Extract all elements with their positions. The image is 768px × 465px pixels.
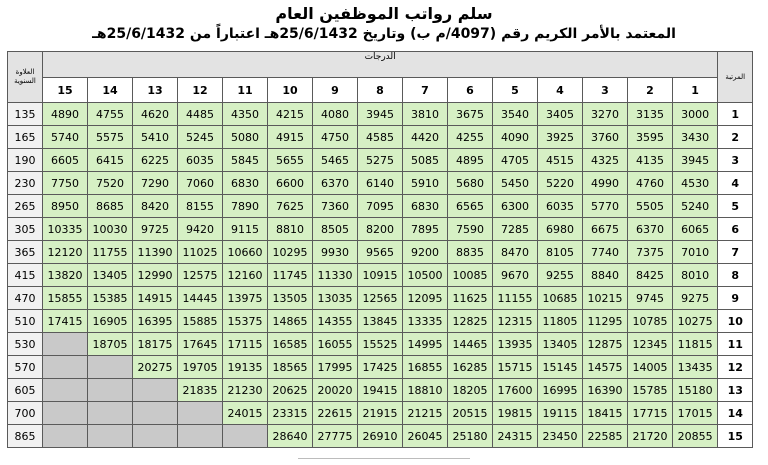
salary-cell: 17600 [493, 379, 538, 402]
salary-cell: 12825 [448, 310, 493, 333]
salary-cell: 6225 [133, 149, 178, 172]
salary-cell: 8425 [628, 264, 673, 287]
salary-cell: 4080 [313, 103, 358, 126]
degree-column-header: 8 [358, 78, 403, 103]
table-row [8, 379, 753, 402]
degree-column-header: 3 [583, 78, 628, 103]
salary-cell: 5465 [313, 149, 358, 172]
salary-cell: 7285 [493, 218, 538, 241]
salary-cell: 21215 [403, 402, 448, 425]
salary-cell: 12160 [223, 264, 268, 287]
salary-cell: 7750 [43, 172, 88, 195]
degree-column-header: 2 [628, 78, 673, 103]
annual-bonus-cell: 365 [8, 241, 43, 264]
salary-cell: 12575 [178, 264, 223, 287]
salary-cell: 8810 [268, 218, 313, 241]
salary-cell: 3595 [628, 126, 673, 149]
salary-cell: 5080 [223, 126, 268, 149]
salary-cell: 13820 [43, 264, 88, 287]
salary-cell: 4255 [448, 126, 493, 149]
salary-cell: 7520 [88, 172, 133, 195]
salary-cell: 9200 [403, 241, 448, 264]
salary-cell: 3760 [583, 126, 628, 149]
salary-cell: 9745 [628, 287, 673, 310]
table-row [8, 356, 753, 379]
salary-cell: 7895 [403, 218, 448, 241]
table-row [8, 218, 753, 241]
salary-cell: 5450 [493, 172, 538, 195]
salary-cell: 5845 [223, 149, 268, 172]
salary-cell: 4760 [628, 172, 673, 195]
salary-cell: 12315 [493, 310, 538, 333]
salary-cell: 11155 [493, 287, 538, 310]
salary-cell: 17115 [223, 333, 268, 356]
salary-cell: 8155 [178, 195, 223, 218]
salary-cell: 26910 [358, 425, 403, 448]
table-row [8, 172, 753, 195]
salary-cell: 6830 [403, 195, 448, 218]
empty-cell [43, 402, 88, 425]
salary-cell: 8470 [493, 241, 538, 264]
empty-cell [88, 402, 133, 425]
salary-cell: 4215 [268, 103, 313, 126]
salary-cell: 13975 [223, 287, 268, 310]
annual-bonus-cell: 700 [8, 402, 43, 425]
salary-cell: 13035 [313, 287, 358, 310]
rank-cell: 13 [718, 379, 753, 402]
salary-cell: 6140 [358, 172, 403, 195]
salary-cell: 26045 [403, 425, 448, 448]
rank-cell: 8 [718, 264, 753, 287]
salary-cell: 19135 [223, 356, 268, 379]
salary-cell: 24015 [223, 402, 268, 425]
salary-cell: 21835 [178, 379, 223, 402]
rank-cell: 10 [718, 310, 753, 333]
salary-cell: 24315 [493, 425, 538, 448]
salary-cell: 19115 [538, 402, 583, 425]
salary-cell: 10295 [268, 241, 313, 264]
table-row [8, 149, 753, 172]
salary-scale-table [7, 51, 753, 448]
salary-cell: 6830 [223, 172, 268, 195]
table-row [8, 264, 753, 287]
salary-cell: 12095 [403, 287, 448, 310]
salary-cell: 4750 [313, 126, 358, 149]
salary-cell: 20625 [268, 379, 313, 402]
salary-cell: 20515 [448, 402, 493, 425]
salary-cell: 15785 [628, 379, 673, 402]
salary-cell: 17645 [178, 333, 223, 356]
salary-cell: 7890 [223, 195, 268, 218]
salary-cell: 12120 [43, 241, 88, 264]
rank-cell: 15 [718, 425, 753, 448]
salary-cell: 8420 [133, 195, 178, 218]
salary-cell: 15525 [358, 333, 403, 356]
salary-cell: 11330 [313, 264, 358, 287]
page-subtitle: المعتمد بالأمر الكريم رقم (4097/م ب) وتاريخ 25/6/1432هـ اعتباراً من 25/6/1432هـ [92, 26, 676, 42]
salary-cell: 10785 [628, 310, 673, 333]
salary-cell: 6415 [88, 149, 133, 172]
salary-cell: 23315 [268, 402, 313, 425]
salary-cell: 5740 [43, 126, 88, 149]
salary-cell: 5245 [178, 126, 223, 149]
salary-cell: 3405 [538, 103, 583, 126]
salary-cell: 17015 [673, 402, 718, 425]
annual-bonus-cell: 265 [8, 195, 43, 218]
salary-cell: 11805 [538, 310, 583, 333]
empty-cell [178, 425, 223, 448]
salary-cell: 19415 [358, 379, 403, 402]
annual-bonus-header: العلاوة السنوية [8, 52, 43, 103]
salary-cell: 6035 [178, 149, 223, 172]
salary-cell: 10660 [223, 241, 268, 264]
annual-bonus-cell: 530 [8, 333, 43, 356]
salary-cell: 13435 [673, 356, 718, 379]
salary-cell: 10030 [88, 218, 133, 241]
salary-cell: 3135 [628, 103, 673, 126]
annual-bonus-cell: 190 [8, 149, 43, 172]
salary-cell: 12565 [358, 287, 403, 310]
salary-cell: 7010 [673, 241, 718, 264]
empty-cell [178, 402, 223, 425]
salary-cell: 7360 [313, 195, 358, 218]
salary-cell: 9565 [358, 241, 403, 264]
page-title: سلم رواتب الموظفين العام [275, 4, 493, 23]
salary-cell: 16285 [448, 356, 493, 379]
salary-cell: 7740 [583, 241, 628, 264]
annual-bonus-cell: 415 [8, 264, 43, 287]
degree-column-header: 6 [448, 78, 493, 103]
degree-column-header: 5 [493, 78, 538, 103]
salary-cell: 17715 [628, 402, 673, 425]
salary-cell: 4890 [43, 103, 88, 126]
salary-cell: 4705 [493, 149, 538, 172]
salary-cell: 8105 [538, 241, 583, 264]
salary-cell: 6035 [538, 195, 583, 218]
annual-bonus-cell: 570 [8, 356, 43, 379]
salary-cell: 9930 [313, 241, 358, 264]
salary-cell: 4620 [133, 103, 178, 126]
rank-header: المرتبة [718, 52, 753, 103]
empty-cell [223, 425, 268, 448]
salary-cell: 15145 [538, 356, 583, 379]
salary-cell: 16055 [313, 333, 358, 356]
salary-cell: 5910 [403, 172, 448, 195]
salary-cell: 7590 [448, 218, 493, 241]
annual-bonus-cell: 605 [8, 379, 43, 402]
salary-cell: 14865 [268, 310, 313, 333]
degree-column-header: 9 [313, 78, 358, 103]
empty-cell [43, 333, 88, 356]
degree-columns-row [8, 78, 753, 103]
salary-cell: 4325 [583, 149, 628, 172]
salary-cell: 7625 [268, 195, 313, 218]
salary-cell: 16855 [403, 356, 448, 379]
salary-cell: 3000 [673, 103, 718, 126]
salary-cell: 16395 [133, 310, 178, 333]
salary-cell: 11745 [268, 264, 313, 287]
salary-cell: 6605 [43, 149, 88, 172]
salary-cell: 14465 [448, 333, 493, 356]
rank-cell: 12 [718, 356, 753, 379]
salary-cell: 14915 [133, 287, 178, 310]
salary-cell: 6565 [448, 195, 493, 218]
grades-header: الدرجات [43, 52, 718, 78]
salary-cell: 15180 [673, 379, 718, 402]
salary-cell: 27775 [313, 425, 358, 448]
salary-cell: 20275 [133, 356, 178, 379]
salary-cell: 14355 [313, 310, 358, 333]
salary-cell: 4990 [583, 172, 628, 195]
salary-cell: 15375 [223, 310, 268, 333]
salary-table-body [8, 52, 753, 448]
salary-cell: 8950 [43, 195, 88, 218]
annual-bonus-cell: 865 [8, 425, 43, 448]
salary-cell: 8835 [448, 241, 493, 264]
salary-cell: 7095 [358, 195, 403, 218]
salary-cell: 6980 [538, 218, 583, 241]
salary-cell: 16995 [538, 379, 583, 402]
salary-cell: 5085 [403, 149, 448, 172]
degree-column-header: 12 [178, 78, 223, 103]
empty-cell [43, 356, 88, 379]
empty-cell [43, 379, 88, 402]
salary-cell: 7060 [178, 172, 223, 195]
salary-cell: 14995 [403, 333, 448, 356]
salary-cell: 20855 [673, 425, 718, 448]
salary-cell: 8685 [88, 195, 133, 218]
salary-cell: 3540 [493, 103, 538, 126]
empty-cell [88, 425, 133, 448]
salary-cell: 16585 [268, 333, 313, 356]
salary-cell: 6675 [583, 218, 628, 241]
salary-cell: 3430 [673, 126, 718, 149]
annual-bonus-cell: 135 [8, 103, 43, 126]
annual-bonus-cell: 510 [8, 310, 43, 333]
salary-cell: 13935 [493, 333, 538, 356]
salary-cell: 3945 [358, 103, 403, 126]
rank-cell: 1 [718, 103, 753, 126]
salary-cell: 10685 [538, 287, 583, 310]
empty-cell [88, 356, 133, 379]
salary-cell: 4585 [358, 126, 403, 149]
salary-cell: 10085 [448, 264, 493, 287]
salary-cell: 21915 [358, 402, 403, 425]
salary-cell: 10275 [673, 310, 718, 333]
salary-cell: 3925 [538, 126, 583, 149]
salary-cell: 13505 [268, 287, 313, 310]
salary-cell: 13845 [358, 310, 403, 333]
salary-cell: 11025 [178, 241, 223, 264]
salary-cell: 19815 [493, 402, 538, 425]
empty-cell [43, 425, 88, 448]
salary-cell: 21230 [223, 379, 268, 402]
salary-cell: 25180 [448, 425, 493, 448]
salary-cell: 11625 [448, 287, 493, 310]
salary-cell: 5505 [628, 195, 673, 218]
salary-cell: 10915 [358, 264, 403, 287]
salary-cell: 18415 [583, 402, 628, 425]
salary-cell: 9115 [223, 218, 268, 241]
salary-cell: 5680 [448, 172, 493, 195]
empty-cell [133, 425, 178, 448]
annual-bonus-cell: 305 [8, 218, 43, 241]
salary-cell: 6370 [628, 218, 673, 241]
salary-cell: 18175 [133, 333, 178, 356]
salary-cell: 14445 [178, 287, 223, 310]
salary-cell: 22615 [313, 402, 358, 425]
rank-cell: 6 [718, 218, 753, 241]
salary-cell: 5275 [358, 149, 403, 172]
empty-cell [133, 402, 178, 425]
salary-cell: 15885 [178, 310, 223, 333]
salary-cell: 5770 [583, 195, 628, 218]
salary-cell: 22585 [583, 425, 628, 448]
salary-cell: 11295 [583, 310, 628, 333]
degree-column-header: 13 [133, 78, 178, 103]
salary-cell: 15385 [88, 287, 133, 310]
salary-cell: 13405 [88, 264, 133, 287]
rank-cell: 5 [718, 195, 753, 218]
salary-cell: 10335 [43, 218, 88, 241]
degree-column-header: 14 [88, 78, 133, 103]
salary-cell: 6600 [268, 172, 313, 195]
rank-cell: 7 [718, 241, 753, 264]
degree-column-header: 10 [268, 78, 313, 103]
salary-cell: 9670 [493, 264, 538, 287]
salary-cell: 4515 [538, 149, 583, 172]
salary-cell: 3270 [583, 103, 628, 126]
salary-cell: 7290 [133, 172, 178, 195]
annual-bonus-cell: 230 [8, 172, 43, 195]
salary-cell: 17995 [313, 356, 358, 379]
degree-column-header: 11 [223, 78, 268, 103]
degree-column-header: 15 [43, 78, 88, 103]
table-row [8, 333, 753, 356]
salary-cell: 4485 [178, 103, 223, 126]
annual-bonus-cell: 470 [8, 287, 43, 310]
salary-cell: 23450 [538, 425, 583, 448]
salary-cell: 7375 [628, 241, 673, 264]
salary-cell: 28640 [268, 425, 313, 448]
salary-cell: 6370 [313, 172, 358, 195]
salary-cell: 13405 [538, 333, 583, 356]
table-row [8, 103, 753, 126]
table-row [8, 195, 753, 218]
rank-cell: 14 [718, 402, 753, 425]
salary-cell: 12345 [628, 333, 673, 356]
salary-cell: 16390 [583, 379, 628, 402]
salary-cell: 4895 [448, 149, 493, 172]
salary-cell: 5655 [268, 149, 313, 172]
salary-cell: 3810 [403, 103, 448, 126]
salary-cell: 17425 [358, 356, 403, 379]
salary-cell: 12990 [133, 264, 178, 287]
degree-column-header: 7 [403, 78, 448, 103]
table-row [8, 402, 753, 425]
salary-cell: 4420 [403, 126, 448, 149]
salary-cell: 4915 [268, 126, 313, 149]
salary-cell: 18810 [403, 379, 448, 402]
salary-cell: 14575 [583, 356, 628, 379]
salary-cell: 4530 [673, 172, 718, 195]
degree-column-header: 4 [538, 78, 583, 103]
salary-cell: 4135 [628, 149, 673, 172]
salary-cell: 4755 [88, 103, 133, 126]
empty-cell [88, 379, 133, 402]
salary-cell: 9255 [538, 264, 583, 287]
salary-cell: 12875 [583, 333, 628, 356]
salary-cell: 6300 [493, 195, 538, 218]
salary-cell: 18205 [448, 379, 493, 402]
salary-cell: 11755 [88, 241, 133, 264]
salary-cell: 18705 [88, 333, 133, 356]
salary-cell: 8200 [358, 218, 403, 241]
rank-cell: 2 [718, 126, 753, 149]
salary-cell: 3945 [673, 149, 718, 172]
salary-cell: 5240 [673, 195, 718, 218]
salary-cell: 20020 [313, 379, 358, 402]
table-row [8, 310, 753, 333]
rank-cell: 3 [718, 149, 753, 172]
bottom-edge-mark [298, 458, 470, 464]
salary-cell: 4350 [223, 103, 268, 126]
salary-cell: 10215 [583, 287, 628, 310]
salary-cell: 8840 [583, 264, 628, 287]
table-row [8, 241, 753, 264]
table-row [8, 126, 753, 149]
degree-column-header: 1 [673, 78, 718, 103]
salary-cell: 5220 [538, 172, 583, 195]
salary-cell: 8010 [673, 264, 718, 287]
salary-cell: 15715 [493, 356, 538, 379]
salary-cell: 13335 [403, 310, 448, 333]
salary-cell: 9275 [673, 287, 718, 310]
salary-cell: 16905 [88, 310, 133, 333]
salary-cell: 10500 [403, 264, 448, 287]
salary-cell: 11390 [133, 241, 178, 264]
salary-cell: 9725 [133, 218, 178, 241]
salary-cell: 19705 [178, 356, 223, 379]
salary-cell: 11815 [673, 333, 718, 356]
salary-cell: 3675 [448, 103, 493, 126]
salary-cell: 4090 [493, 126, 538, 149]
annual-bonus-cell: 165 [8, 126, 43, 149]
rank-cell: 9 [718, 287, 753, 310]
rank-cell: 4 [718, 172, 753, 195]
rank-cell: 11 [718, 333, 753, 356]
salary-cell: 5410 [133, 126, 178, 149]
empty-cell [133, 379, 178, 402]
salary-cell: 9420 [178, 218, 223, 241]
table-row [8, 425, 753, 448]
salary-cell: 14005 [628, 356, 673, 379]
salary-cell: 17415 [43, 310, 88, 333]
salary-cell: 5575 [88, 126, 133, 149]
salary-cell: 21720 [628, 425, 673, 448]
salary-cell: 6065 [673, 218, 718, 241]
table-row [8, 287, 753, 310]
salary-cell: 15855 [43, 287, 88, 310]
salary-cell: 18565 [268, 356, 313, 379]
salary-cell: 8505 [313, 218, 358, 241]
table-header-top-row [8, 52, 753, 78]
